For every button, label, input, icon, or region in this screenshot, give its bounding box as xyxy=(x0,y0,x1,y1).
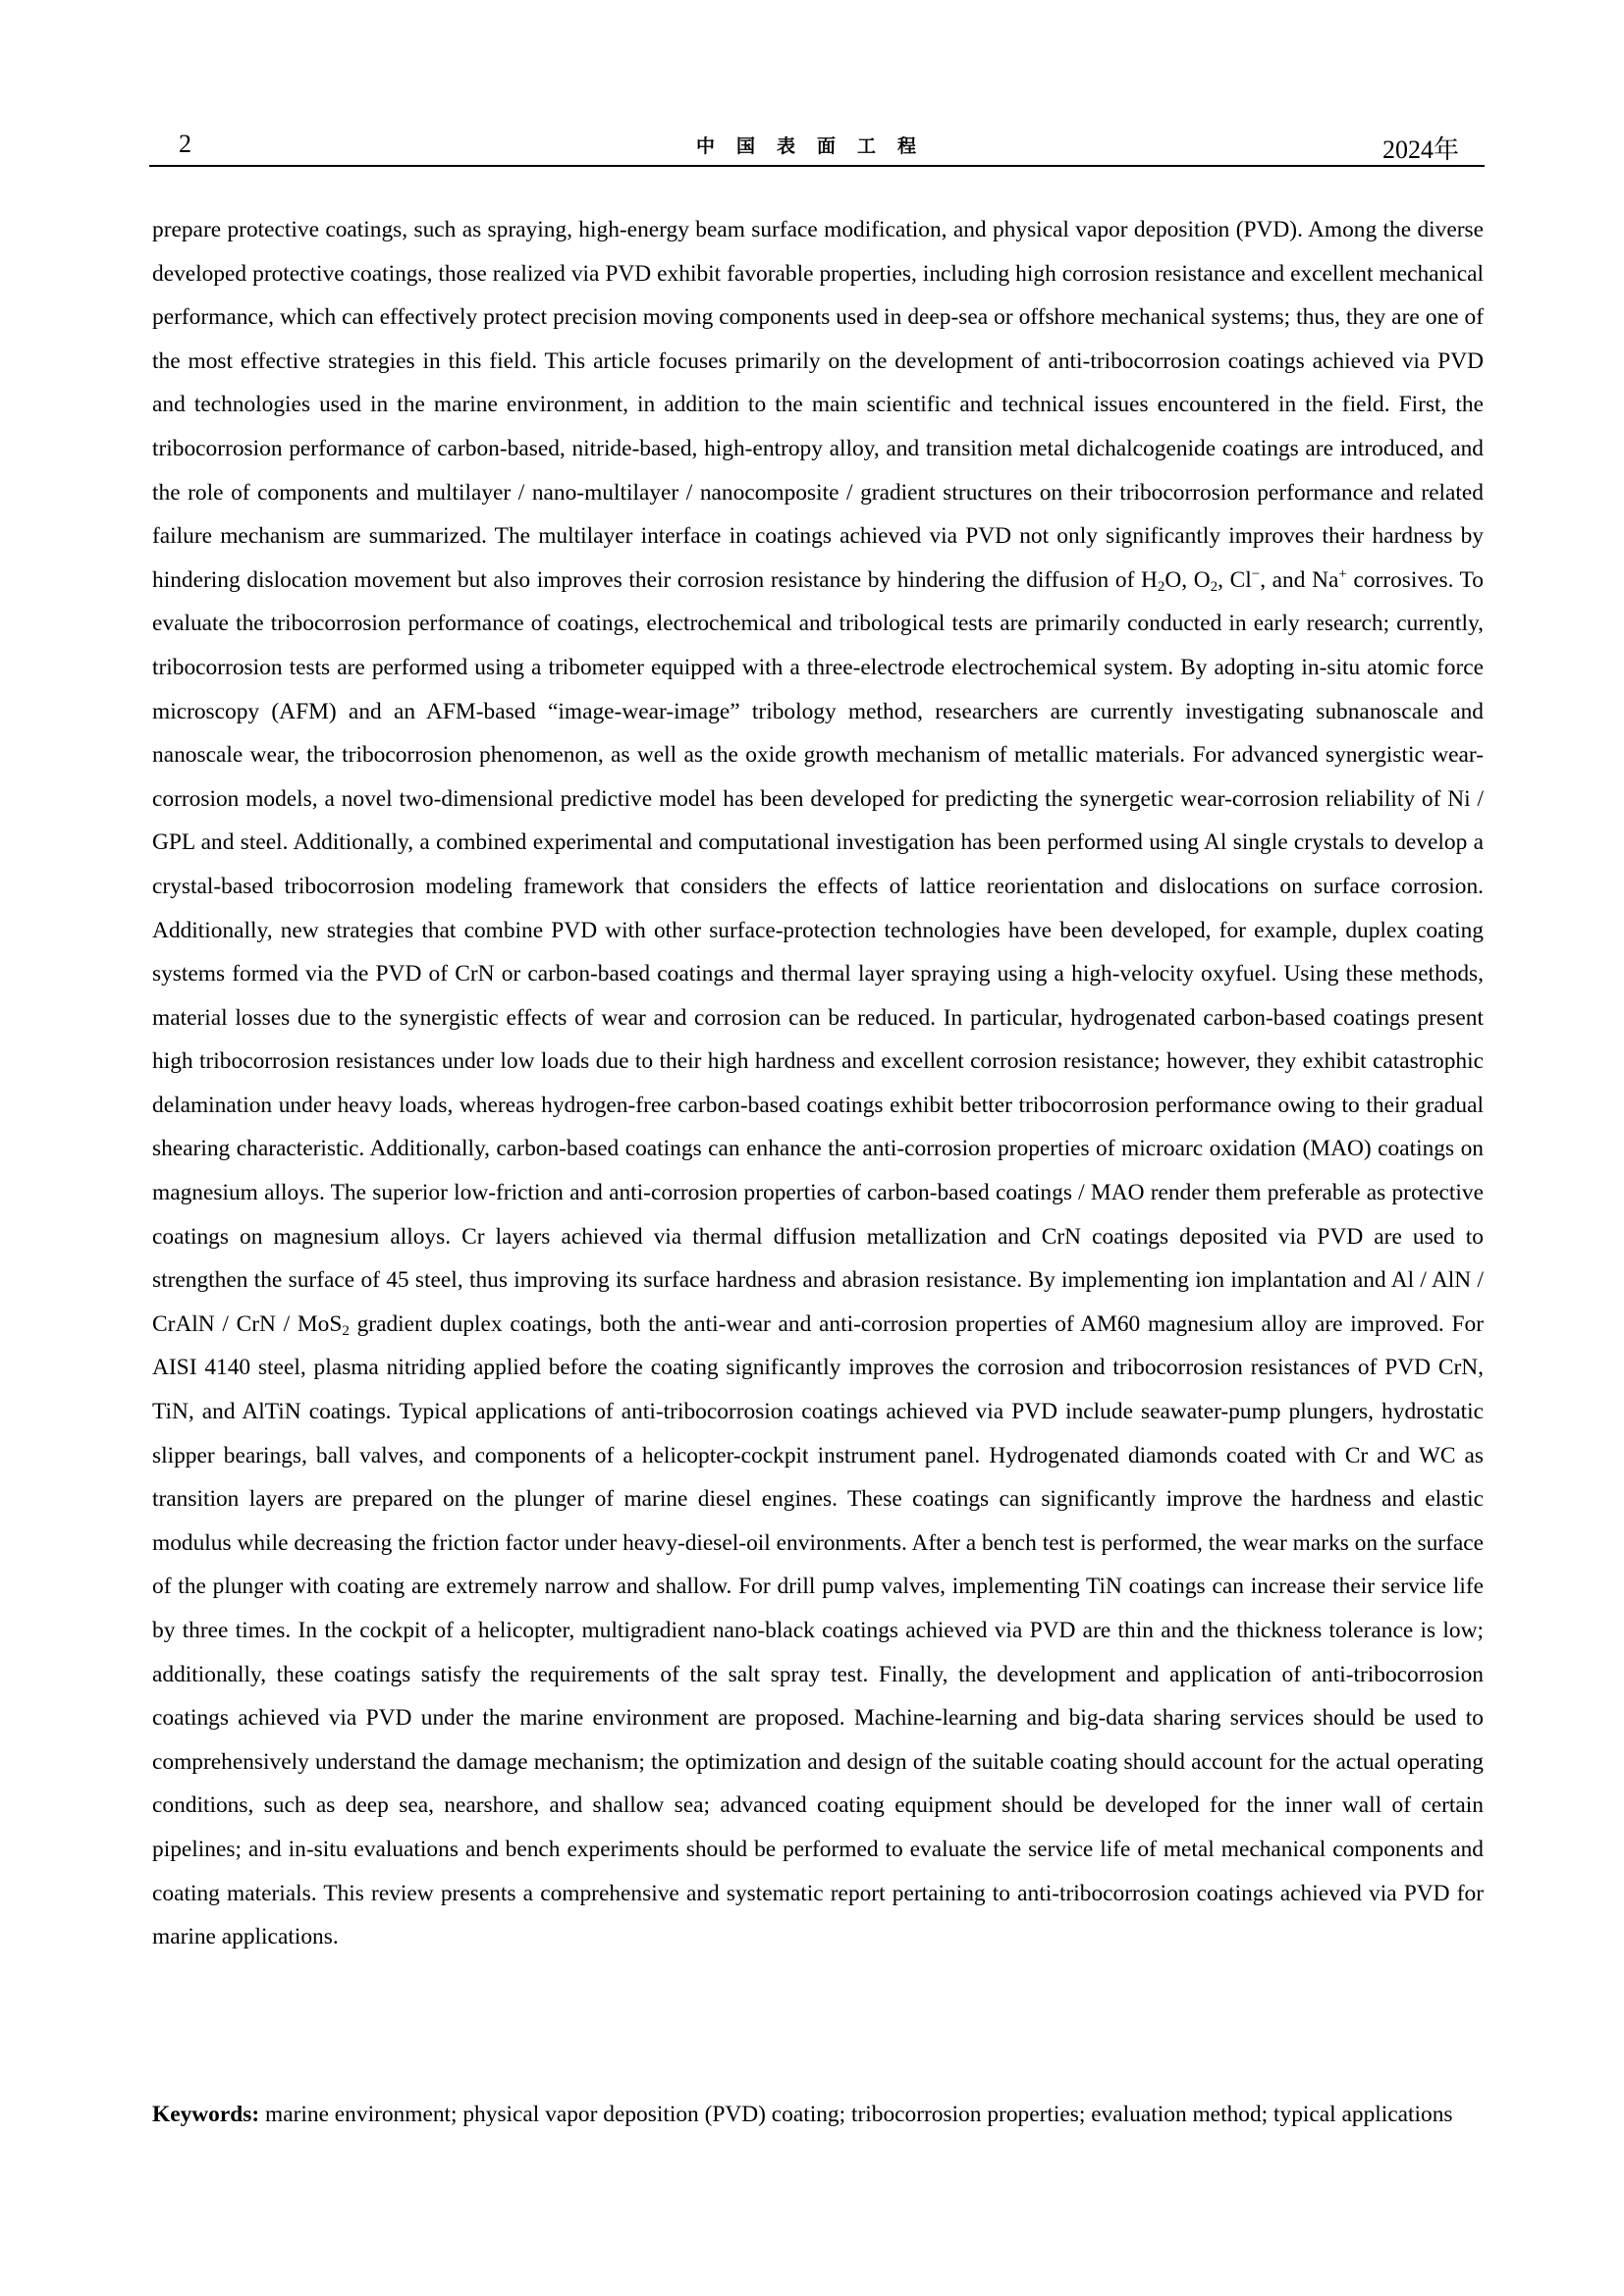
keywords-label: Keywords: xyxy=(152,2102,260,2127)
running-header xyxy=(149,126,1485,167)
page-number: 2 xyxy=(179,130,191,158)
abstract-text-part: gradient duplex coatings, both the anti-wear and anti-corrosion properties of AM60 magnesium alloy are improved. For AISI 4140 steel, plasma nitriding applied before the coating significantly improves the corrosion and tribocorrosion resistances of PVD CrN, TiN, and AlTiN coatings. Typical applications of anti-tribocorrosion coatings achieved via PVD include seawater-pump plungers, hydrostatic slipper bearings, ball valves, and components of a helicopter-cockpit instrument panel. Hydrogenated diamonds coated with Cr and WC as transition layers are prepared on the plunger of marine diesel engines. These coatings can significantly improve the hardness and elastic modulus while decreasing the friction factor under heavy-diesel-oil environments. After a bench test is performed, the wear marks on the surface of the plunger with coating are extremely narrow and shallow. For drill pump valves, implementing TiN coatings can increase their service life by three times. In the cockpit of a helicopter, multigradient nano-black coatings achieved via PVD are thin and the thickness tolerance is low; additionally, these coatings satisfy the requirements of the salt spray test. Finally, the development and application of anti-tribocorrosion coatings achieved via PVD under the marine environment are proposed. Machine-learning and big-data sharing services should be used to comprehensively understand the damage mechanism; the optimization and design of the suitable coating should account for the actual operating conditions, such as deep sea, nearshore, and shallow sea; advanced coating equipment should be developed for the inner wall of certain pipelines; and in-situ evaluations and bench experiments should be performed to evaluate the service life of metal mechanical components and coating materials. This review presents a comprehensive and systematic report pertaining to anti-tribocorrosion coatings achieved via PVD for marine applications. xyxy=(152,1310,1484,1950)
abstract-text-part: prepare protective coatings, such as spraying, high-energy beam surface modification, and physical vapor deposition (PVD). Among the diverse developed protective coatings, those realized via PVD exhibit favorable properties, including high corrosion resistance and excellent mechanical performance, which can effectively protect precision moving components used in deep-sea or offshore mechanical systems; thus, they are one of the most effective strategies in this field. This article focuses primarily on the development of anti-tribocorrosion coatings achieved via PVD and technologies used in the marine environment, in addition to the main scientific and technical issues encountered in the field. First, the tribocorrosion performance of carbon-based, nitride-based, high-entropy alloy, and transition metal dichalcogenide coatings are introduced, and the role of components and multilayer / nano-multilayer / nanocomposite / gradient structures on their tribocorrosion performance and related failure mechanism are summarized. The multilayer interface in coatings achieved via PVD not only significantly improves their hardness by hindering dislocation movement but also improves their corrosion resistance by hindering the diffusion of H xyxy=(152,217,1484,593)
subscript: 2 xyxy=(342,1322,350,1339)
subscript: 2 xyxy=(1210,578,1218,595)
abstract-body xyxy=(152,208,1484,1959)
publication-year: 2024年 xyxy=(1381,135,1459,164)
abstract-text-part: , and Na xyxy=(1260,566,1339,593)
abstract-text-part: O, O xyxy=(1164,566,1211,593)
journal-title: 中国表面工程 xyxy=(695,135,938,157)
keywords xyxy=(152,2093,1484,2137)
subscript: 2 xyxy=(1157,578,1165,595)
abstract-text-part: corrosives. To evaluate the tribocorrosion performance of coatings, electrochemical and tribological tests are primarily conducted in early research; currently, tribocorrosion tests are performed using a tribometer equipped with a three-electrode electrochemical system. By adopting in-situ atomic force microscopy (AFM) and an AFM-based “image-wear-image” tribology method, researchers are currently investigating subnanoscale and nanoscale wear, the tribocorrosion phenomenon, as well as the oxide growth mechanism of metallic materials. For advanced synergistic wear-corrosion models, a novel two-dimensional predictive model has been developed for predicting the synergetic wear-corrosion reliability of Ni / GPL and steel. Additionally, a combined experimental and computational investigation has been performed using Al single crystals to develop a crystal-based tribocorrosion modeling framework that considers the effects of lattice reorientation and dislocations on surface corrosion. Additionally, new strategies that combine PVD with other surface-protection technologies have been developed, for example, duplex coating systems formed via the PVD of CrN or carbon-based coatings and thermal layer spraying using a high-velocity oxyfuel. Using these methods, material losses due to the synergistic effects of wear and corrosion can be reduced. In particular, hydrogenated carbon-based coatings present high tribocorrosion resistances under low loads due to their high hardness and excellent corrosion resistance; however, they exhibit catastrophic delamination under heavy loads, whereas hydrogen-free carbon-based coatings exhibit better tribocorrosion performance owing to their gradual shearing characteristic. Additionally, carbon-based coatings can enhance the anti-corrosion properties of microarc oxidation (MAO) coatings on magnesium alloys. The superior low-friction and anti-corrosion properties of carbon-based coatings / MAO render them preferable as protective coatings on magnesium alloys. Cr layers achieved via thermal diffusion metallization and CrN coatings deposited via PVD are used to strengthen the surface of 45 steel, thus improving its surface hardness and abrasion resistance. By implementing ion implantation and Al / AlN / CrAlN / CrN / MoS xyxy=(152,566,1484,1337)
abstract-text-part: , Cl xyxy=(1218,566,1252,593)
keywords-text: marine environment; physical vapor deposition (PVD) coating; tribocorrosion properties; evaluation method; typical applications xyxy=(259,2102,1453,2127)
abstract-paragraph xyxy=(152,208,1484,1959)
superscript: − xyxy=(1251,565,1261,582)
superscript: + xyxy=(1338,565,1347,582)
